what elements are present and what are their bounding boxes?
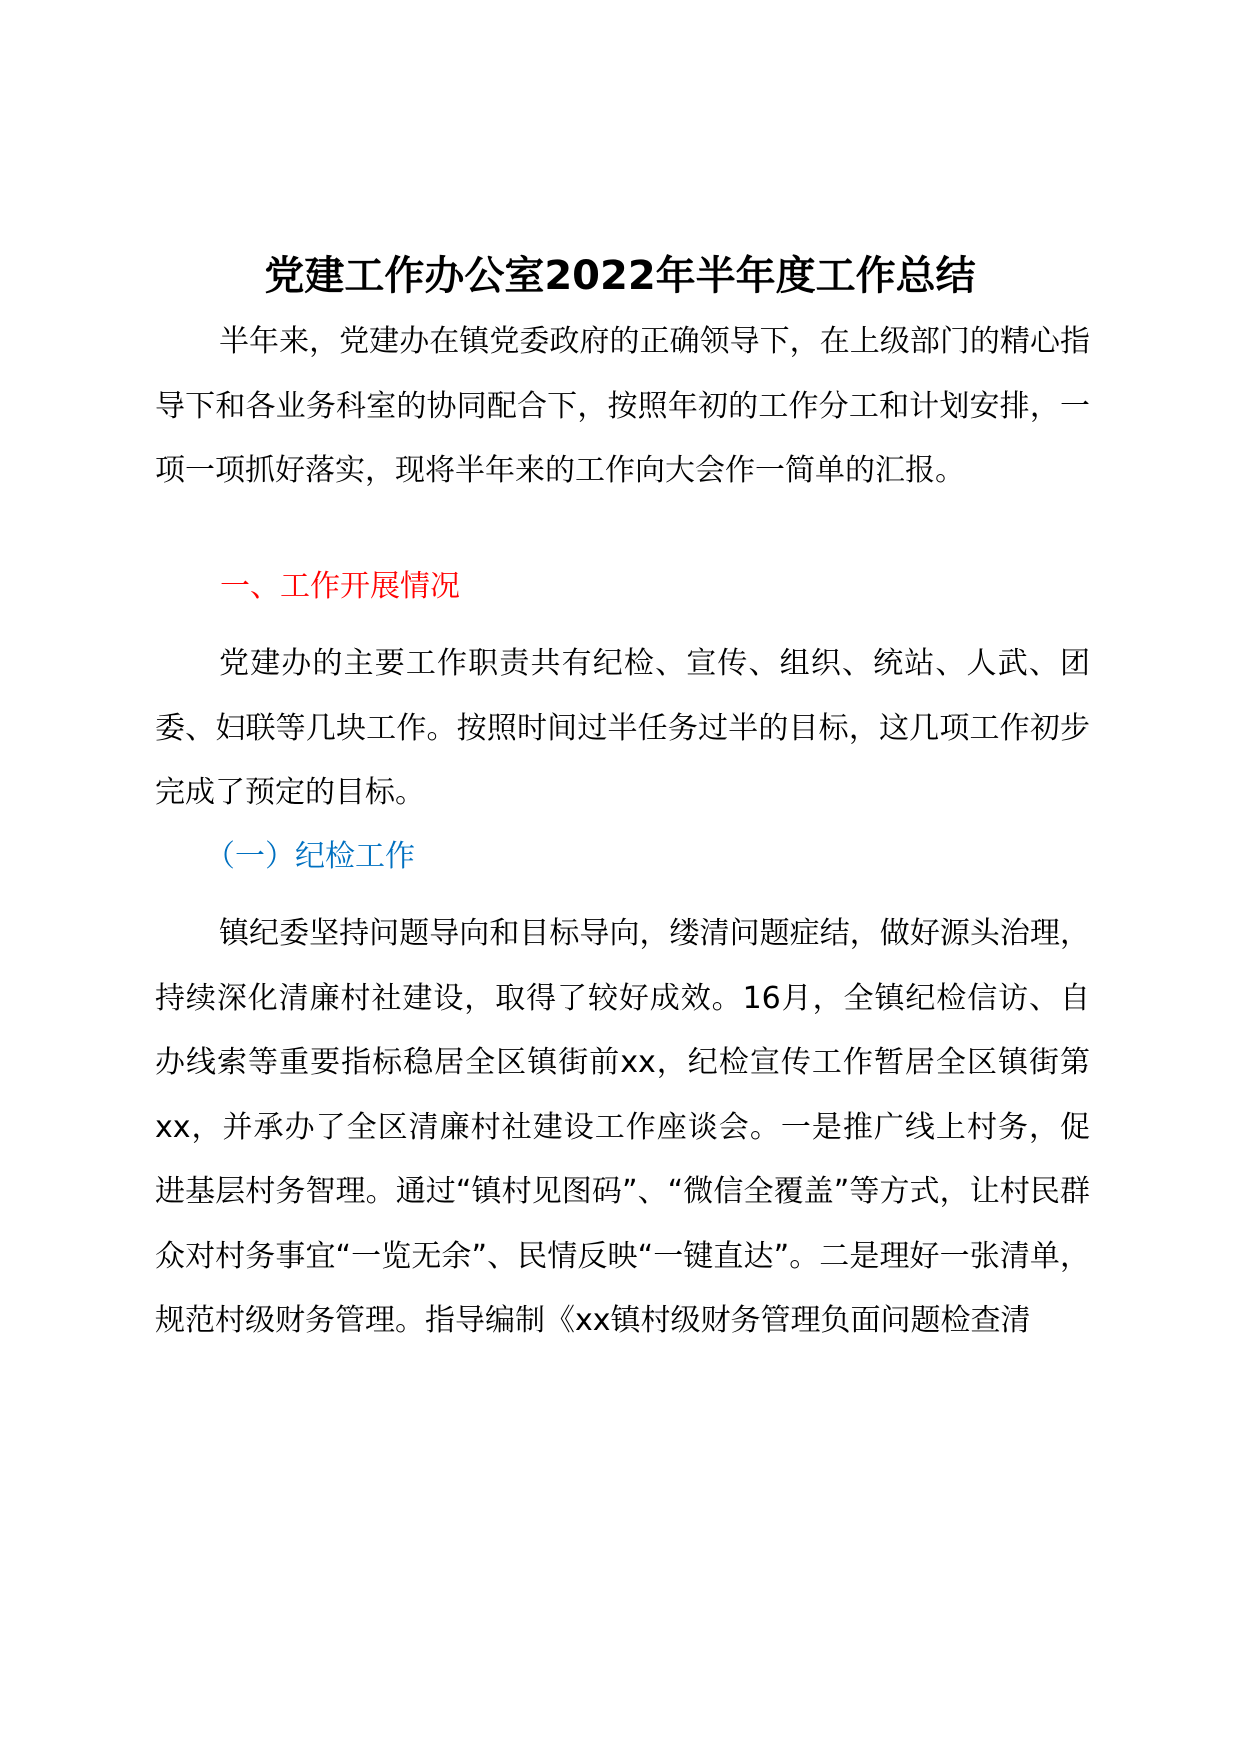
section-heading-work-progress: 一、工作开展情况: [220, 569, 460, 604]
subsection-paragraph-discipline: 镇纪委坚持问题导向和目标导向，缕清问题症结，做好源头治理，持续深化清廉村社建设，取得了较好成效。16月，全镇纪检信访、自办线索等重要指标稳居全区镇街前xx，纪检宣传工作暂居全区镇街第xx，并承办了全区清廉村社建设工作座谈会。一是推广线上村务，促进基层村务智理。通过“镇村见图码”、“微信全覆盖”等方式，让村民群众对村务事宜“一览无余”、民情反映“一键直达”。二是理好一张清单，规范村级财务管理。指导编制《xx镇村级财务管理负面问题检查清: [155, 916, 1090, 1338]
subsection-heading-discipline: （一）纪检工作: [205, 839, 415, 874]
intro-paragraph: 半年来，党建办在镇党委政府的正确领导下，在上级部门的精心指导下和各业务科室的协同配合下，按照年初的工作分工和计划安排，一项一项抓好落实，现将半年来的工作向大会作一简单的汇报。: [155, 324, 1090, 488]
section-paragraph-duties: 党建办的主要工作职责共有纪检、宣传、组织、统站、人武、团委、妇联等几块工作。按照时间过半任务过半的目标，这几项工作初步完成了预定的目标。: [155, 646, 1090, 810]
document-title: 党建工作办公室2022年半年度工作总结: [264, 253, 976, 299]
